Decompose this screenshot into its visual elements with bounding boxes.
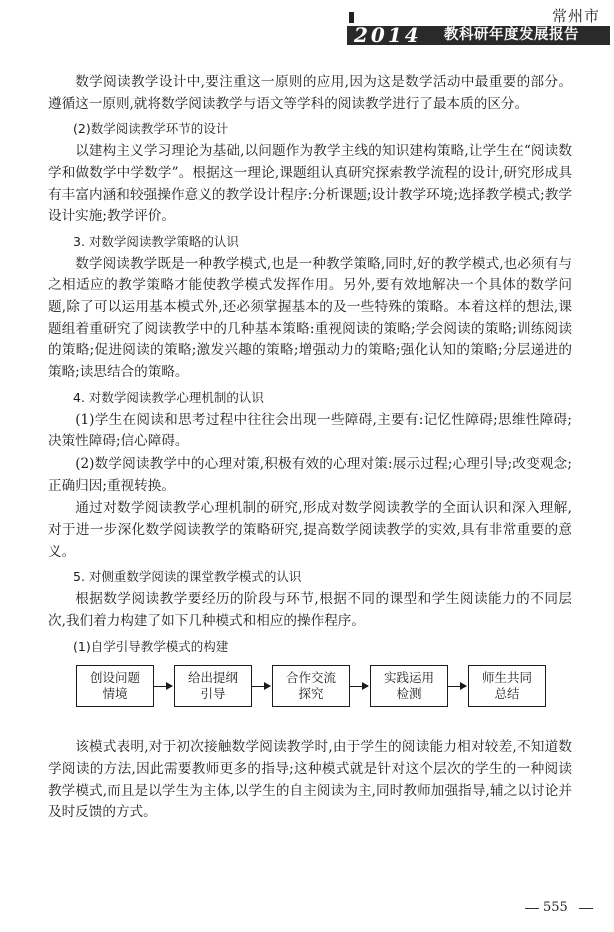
flow-step: 师生共同总结 [468, 665, 546, 707]
footer-dash-left [525, 908, 539, 909]
page-number: 555 [543, 900, 568, 915]
flow-step: 给出提纲引导 [174, 665, 252, 707]
subheading-self-study-model: (1)自学引导教学模式的构建 [73, 638, 229, 654]
flow-step: 创设问题情境 [76, 665, 154, 707]
header-city: 常州市 [551, 7, 600, 25]
subheading-design: (2)数学阅读教学环节的设计 [73, 121, 229, 137]
header-title: 教科研年度发展报告 [444, 27, 579, 43]
header-year: 2014 [354, 23, 422, 47]
paragraph-model-intro: 根据数学阅读教学要经历的阶段与环节,根据不同的课型和学生阅读能力的不同层次,我们着力构建了如下几种模式和相应的操作程序。 [48, 591, 572, 629]
flow-step: 实践运用检测 [370, 665, 448, 707]
page-footer [525, 900, 605, 916]
paragraph-countermeasures: (2)数学阅读教学中的心理对策,积极有效的心理对策:展示过程;心理引导;改变观念;正确归因;重视转换。 [48, 455, 572, 494]
flow-arrow [448, 686, 466, 687]
header-tick-mark [349, 12, 354, 23]
paragraph-significance: 通过对数学阅读教学心理机制的研究,形成对数学阅读教学的全面认识和深入理解,对于进一步深化数学阅读教学的策略研究,提高数学阅读教学的实效,具有非常重要的意义。 [48, 500, 572, 560]
paragraph-design: 以建构主义学习理论为基础,以问题作为教学主线的知识建构策略,让学生在“阅读数学和做数学中学数学”。根据这一理论,课题组认真研究探索教学流程的设计,研究形成具有丰富内涵和较强操作意义的教学设计程序:分析课题;设计教学环境;选择教学模式;教学设计实施;教学评价。 [48, 143, 572, 225]
article-body [48, 72, 572, 825]
flow-diagram [48, 665, 572, 717]
section-heading-strategy: 3. 对数学阅读教学策略的认识 [73, 233, 239, 249]
flow-arrow [252, 686, 270, 687]
flow-step: 合作交流探究 [272, 665, 350, 707]
section-heading-model: 5. 对侧重数学阅读的课堂教学模式的认识 [73, 569, 302, 585]
paragraph-principle: 数学阅读教学设计中,要注重这一原则的应用,因为这是数学活动中最重要的部分。遵循这一原则,就将数学阅读教学与语文等学科的阅读教学进行了最本质的区分。 [48, 74, 572, 112]
paragraph-obstacles: (1)学生在阅读和思考过程中往往会出现一些障碍,主要有:记忆性障碍;思维性障碍;决策性障碍;信心障碍。 [48, 411, 572, 450]
section-heading-psychology: 4. 对数学阅读教学心理机制的认识 [73, 389, 264, 405]
paragraph-model-explanation: 该模式表明,对于初次接触数学阅读教学时,由于学生的阅读能力相对较差,不知道数学阅读的方法,因此需要教师更多的指导;这种模式就是针对这个层次的学生的一种阅读教学模式,而且是以学生为主体,以学生的自主阅读为主,同时教师加强指导,辅之以讨论并及时反馈的方式。 [48, 739, 572, 821]
footer-dash-right [579, 908, 593, 909]
page-header [0, 0, 614, 60]
flow-arrow [350, 686, 368, 687]
paragraph-strategy: 数学阅读教学既是一种教学模式,也是一种教学策略,同时,好的教学模式,也必须有与之相适应的教学策略才能使教学模式发挥作用。另外,要有效地解决一个具体的数学问题,除了可以运用基本模式外,还必须掌握基本的及一些特殊的策略。本着这样的想法,课题组着重研究了阅读教学中的几种基本策略:重视阅读的策略;学会阅读的策略;训练阅读的策略;促进阅读的策略;激发兴趣的策略;增强动力的策略;强化认知的策略;分层递进的策略;读思结合的策略。 [48, 255, 572, 381]
flow-arrow [154, 686, 172, 687]
